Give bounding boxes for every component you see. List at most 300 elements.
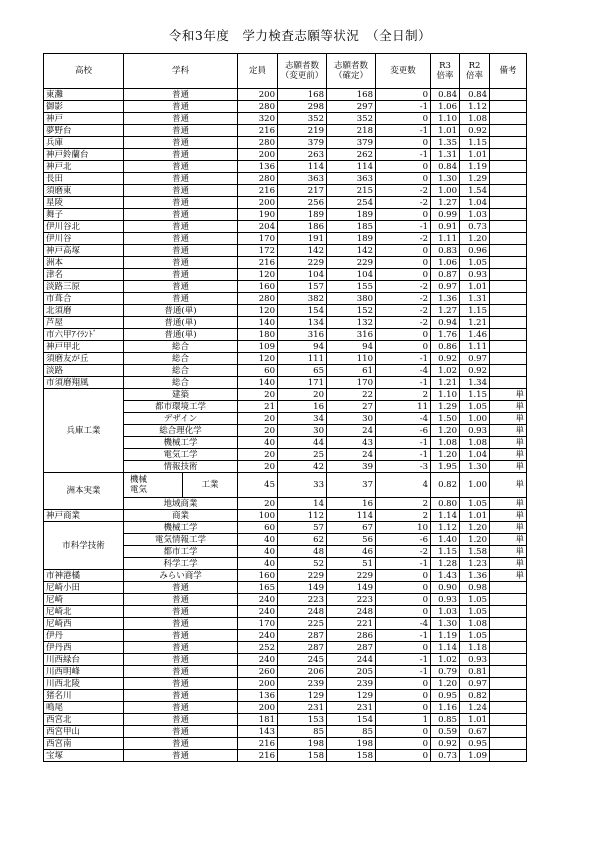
school-name: 淡路 bbox=[44, 365, 124, 377]
before-cell: 114 bbox=[278, 161, 327, 173]
before-cell: 206 bbox=[278, 666, 327, 678]
capacity-cell: 240 bbox=[238, 594, 278, 606]
table-row bbox=[44, 101, 527, 113]
school-name: 神戸鈴蘭台 bbox=[44, 149, 124, 161]
before-cell: 149 bbox=[278, 582, 327, 594]
before-cell: 57 bbox=[278, 522, 327, 534]
note-cell bbox=[490, 137, 527, 149]
before-cell: 111 bbox=[278, 353, 327, 365]
after-cell: 37 bbox=[327, 473, 376, 498]
r2-cell: 1.31 bbox=[460, 293, 490, 305]
r3-cell: 0.79 bbox=[431, 666, 460, 678]
dept-cell: 普通 bbox=[124, 666, 238, 678]
note-cell bbox=[490, 630, 527, 642]
r2-cell: 1.15 bbox=[460, 305, 490, 317]
table-row bbox=[44, 341, 527, 353]
table-row bbox=[44, 666, 527, 678]
r2-cell: 1.08 bbox=[460, 113, 490, 125]
table-row bbox=[44, 522, 527, 534]
after-cell: 46 bbox=[327, 546, 376, 558]
capacity-cell: 240 bbox=[238, 630, 278, 642]
change-cell: 0 bbox=[376, 690, 431, 702]
r3-cell: 1.20 bbox=[431, 449, 460, 461]
school-name: 尼崎西 bbox=[44, 618, 124, 630]
before-cell: 189 bbox=[278, 209, 327, 221]
r2-cell: 1.20 bbox=[460, 522, 490, 534]
capacity-cell: 160 bbox=[238, 281, 278, 293]
r3-cell: 0.97 bbox=[431, 281, 460, 293]
capacity-cell: 120 bbox=[238, 269, 278, 281]
r2-cell: 1.05 bbox=[460, 401, 490, 413]
dept-cell: 総合 bbox=[124, 365, 238, 377]
capacity-cell: 172 bbox=[238, 245, 278, 257]
before-cell: 14 bbox=[278, 498, 327, 510]
table-row bbox=[44, 630, 527, 642]
school-name: 川西北陵 bbox=[44, 678, 124, 690]
dept-cell: 総合 bbox=[124, 353, 238, 365]
table-row bbox=[44, 570, 527, 582]
change-cell: -1 bbox=[376, 149, 431, 161]
change-cell: 11 bbox=[376, 401, 431, 413]
school-name: 伊川谷北 bbox=[44, 221, 124, 233]
header-r2: R2 倍率 bbox=[460, 54, 490, 89]
table-row bbox=[44, 197, 527, 209]
after-cell: 129 bbox=[327, 690, 376, 702]
dept-cell: 電気工学 bbox=[124, 449, 238, 461]
capacity-cell: 165 bbox=[238, 582, 278, 594]
r3-cell: 0.83 bbox=[431, 245, 460, 257]
after-cell: 254 bbox=[327, 197, 376, 209]
before-cell: 263 bbox=[278, 149, 327, 161]
note-cell bbox=[490, 245, 527, 257]
school-name: 長田 bbox=[44, 173, 124, 185]
before-cell: 104 bbox=[278, 269, 327, 281]
r2-cell: 1.30 bbox=[460, 461, 490, 473]
after-cell: 24 bbox=[327, 425, 376, 437]
dept-cell: 普通 bbox=[124, 738, 238, 750]
table-row bbox=[44, 89, 527, 101]
capacity-cell: 100 bbox=[238, 510, 278, 522]
dept-cell: 電気情報工学 bbox=[124, 534, 238, 546]
change-cell: 1 bbox=[376, 714, 431, 726]
change-cell: 2 bbox=[376, 498, 431, 510]
table-row bbox=[44, 317, 527, 329]
change-cell: -1 bbox=[376, 377, 431, 389]
change-cell: -1 bbox=[376, 654, 431, 666]
r2-cell: 0.96 bbox=[460, 245, 490, 257]
r2-cell: 0.93 bbox=[460, 654, 490, 666]
note-cell bbox=[490, 690, 527, 702]
school-name: 市神港橘 bbox=[44, 570, 124, 582]
after-cell: 287 bbox=[327, 642, 376, 654]
capacity-cell: 45 bbox=[238, 473, 278, 498]
table-row bbox=[44, 293, 527, 305]
r2-cell: 1.03 bbox=[460, 209, 490, 221]
note-cell: 単 bbox=[490, 570, 527, 582]
school-name: 御影 bbox=[44, 101, 124, 113]
change-cell: -1 bbox=[376, 666, 431, 678]
after-cell: 94 bbox=[327, 341, 376, 353]
r2-cell: 0.98 bbox=[460, 582, 490, 594]
table-row bbox=[44, 305, 527, 317]
after-cell: 61 bbox=[327, 365, 376, 377]
capacity-cell: 20 bbox=[238, 449, 278, 461]
r2-cell: 0.95 bbox=[460, 738, 490, 750]
school-name: 夢野台 bbox=[44, 125, 124, 137]
capacity-cell: 20 bbox=[238, 389, 278, 401]
r3-cell: 0.92 bbox=[431, 353, 460, 365]
table-row bbox=[44, 149, 527, 161]
r2-cell: 1.08 bbox=[460, 618, 490, 630]
before-cell: 42 bbox=[278, 461, 327, 473]
dept-cell: 普通 bbox=[124, 257, 238, 269]
r2-cell: 1.01 bbox=[460, 281, 490, 293]
change-cell: 0 bbox=[376, 341, 431, 353]
note-cell: 単 bbox=[490, 425, 527, 437]
school-name: 市葺合 bbox=[44, 293, 124, 305]
after-cell: 297 bbox=[327, 101, 376, 113]
r3-cell: 1.35 bbox=[431, 137, 460, 149]
after-cell: 231 bbox=[327, 702, 376, 714]
before-cell: 191 bbox=[278, 233, 327, 245]
dept-cell: 普通 bbox=[124, 185, 238, 197]
change-cell: -6 bbox=[376, 534, 431, 546]
dept-cell: 普通 bbox=[124, 690, 238, 702]
change-cell: -2 bbox=[376, 185, 431, 197]
note-cell: 単 bbox=[490, 401, 527, 413]
note-cell bbox=[490, 341, 527, 353]
before-cell: 239 bbox=[278, 678, 327, 690]
school-name: 東灘 bbox=[44, 89, 124, 101]
table-row bbox=[44, 642, 527, 654]
after-cell: 244 bbox=[327, 654, 376, 666]
after-cell: 248 bbox=[327, 606, 376, 618]
table-row bbox=[44, 714, 527, 726]
table-row bbox=[44, 473, 527, 498]
before-cell: 287 bbox=[278, 630, 327, 642]
table-row bbox=[44, 702, 527, 714]
dept-cell: 普通 bbox=[124, 293, 238, 305]
before-cell: 298 bbox=[278, 101, 327, 113]
r2-cell: 1.15 bbox=[460, 137, 490, 149]
r2-cell: 0.93 bbox=[460, 425, 490, 437]
school-name: 市科学技術 bbox=[44, 522, 124, 570]
capacity-cell: 216 bbox=[238, 185, 278, 197]
after-cell: 149 bbox=[327, 582, 376, 594]
before-cell: 223 bbox=[278, 594, 327, 606]
after-cell: 104 bbox=[327, 269, 376, 281]
capacity-cell: 200 bbox=[238, 149, 278, 161]
after-cell: 286 bbox=[327, 630, 376, 642]
before-cell: 153 bbox=[278, 714, 327, 726]
dept-cell: 普通 bbox=[124, 582, 238, 594]
table-row bbox=[44, 353, 527, 365]
r2-cell: 1.21 bbox=[460, 317, 490, 329]
change-cell: -1 bbox=[376, 558, 431, 570]
dept-label: 工業 bbox=[201, 480, 219, 490]
after-cell: 218 bbox=[327, 125, 376, 137]
school-name: 神戸甲北 bbox=[44, 341, 124, 353]
table-row bbox=[44, 125, 527, 137]
dept-cell: 普通 bbox=[124, 654, 238, 666]
capacity-cell: 260 bbox=[238, 666, 278, 678]
after-cell: 189 bbox=[327, 233, 376, 245]
r3-cell: 1.43 bbox=[431, 570, 460, 582]
r3-cell: 1.27 bbox=[431, 197, 460, 209]
change-cell: -1 bbox=[376, 449, 431, 461]
change-cell: -2 bbox=[376, 305, 431, 317]
table-row bbox=[44, 233, 527, 245]
r3-cell: 0.85 bbox=[431, 714, 460, 726]
dept-cell: 普通 bbox=[124, 714, 238, 726]
r3-cell: 1.15 bbox=[431, 546, 460, 558]
after-cell: 223 bbox=[327, 594, 376, 606]
capacity-cell: 280 bbox=[238, 101, 278, 113]
header-row bbox=[44, 54, 527, 89]
r2-cell: 1.20 bbox=[460, 534, 490, 546]
dept-cell: 普通 bbox=[124, 209, 238, 221]
after-cell: 221 bbox=[327, 618, 376, 630]
table-row bbox=[44, 510, 527, 522]
r3-cell: 1.03 bbox=[431, 606, 460, 618]
r2-cell: 1.01 bbox=[460, 149, 490, 161]
r3-cell: 1.95 bbox=[431, 461, 460, 473]
capacity-cell: 21 bbox=[238, 401, 278, 413]
change-cell: 0 bbox=[376, 642, 431, 654]
school-name: 西宮甲山 bbox=[44, 726, 124, 738]
r3-cell: 1.76 bbox=[431, 329, 460, 341]
r3-cell: 1.00 bbox=[431, 185, 460, 197]
r3-cell: 1.30 bbox=[431, 173, 460, 185]
r3-cell: 1.29 bbox=[431, 401, 460, 413]
change-cell: 10 bbox=[376, 522, 431, 534]
change-cell: 0 bbox=[376, 606, 431, 618]
before-cell: 229 bbox=[278, 257, 327, 269]
table-row bbox=[44, 377, 527, 389]
change-cell: 0 bbox=[376, 89, 431, 101]
change-cell: 0 bbox=[376, 329, 431, 341]
after-cell: 363 bbox=[327, 173, 376, 185]
change-cell: 0 bbox=[376, 678, 431, 690]
table-row bbox=[44, 209, 527, 221]
r2-cell: 1.00 bbox=[460, 413, 490, 425]
r3-cell: 1.06 bbox=[431, 101, 460, 113]
r2-cell: 0.97 bbox=[460, 353, 490, 365]
before-cell: 248 bbox=[278, 606, 327, 618]
school-name: 伊丹西 bbox=[44, 642, 124, 654]
dept-cell: 普通 bbox=[124, 113, 238, 125]
dept-cell: 総合 bbox=[124, 377, 238, 389]
r2-cell: 1.46 bbox=[460, 329, 490, 341]
dept-cell: 普通 bbox=[124, 149, 238, 161]
note-cell bbox=[490, 353, 527, 365]
change-cell: -6 bbox=[376, 425, 431, 437]
header-dept: 学科 bbox=[124, 54, 238, 89]
note-cell bbox=[490, 582, 527, 594]
note-cell bbox=[490, 714, 527, 726]
after-cell: 189 bbox=[327, 209, 376, 221]
note-cell bbox=[490, 125, 527, 137]
note-cell: 単 bbox=[490, 449, 527, 461]
r2-cell: 1.09 bbox=[460, 750, 490, 762]
school-name: 尼崎北 bbox=[44, 606, 124, 618]
table-row bbox=[44, 678, 527, 690]
school-name: 尼崎 bbox=[44, 594, 124, 606]
capacity-cell: 160 bbox=[238, 570, 278, 582]
note-cell bbox=[490, 209, 527, 221]
note-cell bbox=[490, 101, 527, 113]
school-name: 市須磨翔風 bbox=[44, 377, 124, 389]
r2-cell: 0.92 bbox=[460, 125, 490, 137]
capacity-cell: 240 bbox=[238, 654, 278, 666]
after-cell: 110 bbox=[327, 353, 376, 365]
dept-cell: 普通 bbox=[124, 245, 238, 257]
r3-cell: 1.40 bbox=[431, 534, 460, 546]
before-cell: 62 bbox=[278, 534, 327, 546]
change-cell: -4 bbox=[376, 365, 431, 377]
change-cell: 0 bbox=[376, 245, 431, 257]
change-cell: -2 bbox=[376, 293, 431, 305]
before-cell: 168 bbox=[278, 89, 327, 101]
r2-cell: 0.93 bbox=[460, 269, 490, 281]
note-cell: 単 bbox=[490, 498, 527, 510]
r2-cell: 0.97 bbox=[460, 678, 490, 690]
r2-cell: 1.19 bbox=[460, 161, 490, 173]
before-cell: 379 bbox=[278, 137, 327, 149]
before-cell: 363 bbox=[278, 173, 327, 185]
change-cell: 2 bbox=[376, 389, 431, 401]
r3-cell: 1.14 bbox=[431, 642, 460, 654]
change-cell: 0 bbox=[376, 750, 431, 762]
change-cell: -2 bbox=[376, 233, 431, 245]
r2-cell: 1.01 bbox=[460, 714, 490, 726]
after-cell: 51 bbox=[327, 558, 376, 570]
note-cell bbox=[490, 269, 527, 281]
r3-cell: 0.84 bbox=[431, 161, 460, 173]
change-cell: -1 bbox=[376, 353, 431, 365]
note-cell bbox=[490, 197, 527, 209]
note-cell bbox=[490, 329, 527, 341]
after-cell: 142 bbox=[327, 245, 376, 257]
before-cell: 256 bbox=[278, 197, 327, 209]
after-cell: 170 bbox=[327, 377, 376, 389]
dept-cell: 普通 bbox=[124, 161, 238, 173]
dept-cell: 商業 bbox=[124, 510, 238, 522]
capacity-cell: 20 bbox=[238, 461, 278, 473]
dept-cell: 普通(単) bbox=[124, 329, 238, 341]
dept-cell: 普通 bbox=[124, 89, 238, 101]
dept-cell: 普通 bbox=[124, 137, 238, 149]
before-cell: 231 bbox=[278, 702, 327, 714]
r2-cell: 1.36 bbox=[460, 570, 490, 582]
change-cell: 0 bbox=[376, 570, 431, 582]
r2-cell: 1.05 bbox=[460, 594, 490, 606]
r2-cell: 0.67 bbox=[460, 726, 490, 738]
r2-cell: 1.04 bbox=[460, 197, 490, 209]
after-cell: 205 bbox=[327, 666, 376, 678]
school-name: 尼崎小田 bbox=[44, 582, 124, 594]
note-cell: 単 bbox=[490, 473, 527, 498]
before-cell: 157 bbox=[278, 281, 327, 293]
after-cell: 22 bbox=[327, 389, 376, 401]
after-cell: 239 bbox=[327, 678, 376, 690]
capacity-cell: 140 bbox=[238, 317, 278, 329]
after-cell: 379 bbox=[327, 137, 376, 149]
change-cell: -2 bbox=[376, 197, 431, 209]
school-name: 兵庫工業 bbox=[44, 389, 124, 473]
change-cell: 0 bbox=[376, 269, 431, 281]
note-cell: 単 bbox=[490, 461, 527, 473]
after-cell: 316 bbox=[327, 329, 376, 341]
r3-cell: 1.20 bbox=[431, 678, 460, 690]
capacity-cell: 280 bbox=[238, 173, 278, 185]
school-name: 洲本実業 bbox=[44, 473, 124, 510]
note-cell bbox=[490, 149, 527, 161]
r2-cell: 1.15 bbox=[460, 389, 490, 401]
note-cell bbox=[490, 642, 527, 654]
capacity-cell: 136 bbox=[238, 161, 278, 173]
dept-cell: 普通 bbox=[124, 726, 238, 738]
after-cell: 215 bbox=[327, 185, 376, 197]
after-cell: 152 bbox=[327, 305, 376, 317]
table-row bbox=[44, 113, 527, 125]
note-cell bbox=[490, 618, 527, 630]
dept-cell: 普通 bbox=[124, 630, 238, 642]
r3-cell: 0.87 bbox=[431, 269, 460, 281]
school-name: 西宮北 bbox=[44, 714, 124, 726]
dept-cell: 普通(単) bbox=[124, 305, 238, 317]
school-name: 神戸北 bbox=[44, 161, 124, 173]
capacity-cell: 200 bbox=[238, 678, 278, 690]
after-cell: 158 bbox=[327, 750, 376, 762]
r2-cell: 1.05 bbox=[460, 606, 490, 618]
capacity-cell: 143 bbox=[238, 726, 278, 738]
capacity-cell: 120 bbox=[238, 353, 278, 365]
r3-cell: 1.02 bbox=[431, 654, 460, 666]
capacity-cell: 180 bbox=[238, 329, 278, 341]
after-cell: 27 bbox=[327, 401, 376, 413]
note-cell bbox=[490, 185, 527, 197]
capacity-cell: 40 bbox=[238, 546, 278, 558]
capacity-cell: 60 bbox=[238, 365, 278, 377]
school-name: 伊丹 bbox=[44, 630, 124, 642]
change-cell: -3 bbox=[376, 461, 431, 473]
r3-cell: 0.73 bbox=[431, 750, 460, 762]
note-cell bbox=[490, 594, 527, 606]
note-cell bbox=[490, 606, 527, 618]
note-cell bbox=[490, 377, 527, 389]
r3-cell: 1.14 bbox=[431, 510, 460, 522]
table-row bbox=[44, 738, 527, 750]
after-cell: 229 bbox=[327, 257, 376, 269]
r3-cell: 1.12 bbox=[431, 522, 460, 534]
change-cell: -1 bbox=[376, 630, 431, 642]
before-cell: 25 bbox=[278, 449, 327, 461]
school-name: 舞子 bbox=[44, 209, 124, 221]
dept-cell: 総合理化学 bbox=[124, 425, 238, 437]
after-cell: 155 bbox=[327, 281, 376, 293]
r2-cell: 1.58 bbox=[460, 546, 490, 558]
change-cell: 2 bbox=[376, 510, 431, 522]
table-row bbox=[44, 654, 527, 666]
change-cell: -1 bbox=[376, 221, 431, 233]
header-capacity: 定員 bbox=[238, 54, 278, 89]
before-cell: 158 bbox=[278, 750, 327, 762]
before-cell: 382 bbox=[278, 293, 327, 305]
note-cell bbox=[490, 89, 527, 101]
note-cell: 単 bbox=[490, 389, 527, 401]
r2-cell: 1.04 bbox=[460, 449, 490, 461]
